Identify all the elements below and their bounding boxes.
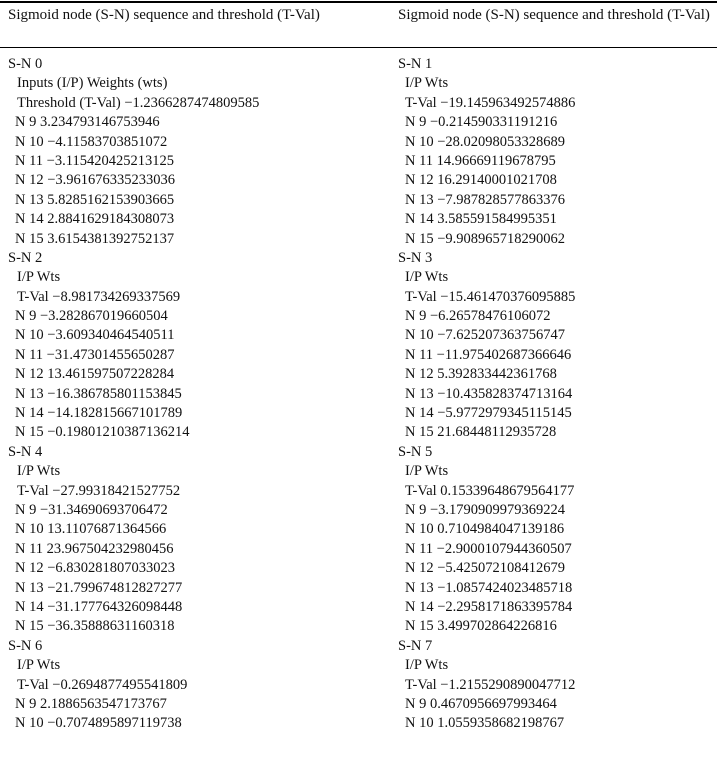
weight-n10: N 10 0.7104984047139186 [405, 521, 565, 538]
weight-n12: N 12 13.461597507228284 [15, 366, 175, 383]
weight-n12: N 12 −5.425072108412679 [405, 560, 566, 577]
weight-n12: N 12 16.29140001021708 [405, 172, 557, 189]
weight-n10: N 10 1.0559358682198767 [405, 715, 565, 732]
node-title: S-N 7 [398, 637, 433, 654]
inputs-weights-label: I/P Wts [405, 657, 449, 674]
weight-n10: N 10 −0.7074895897119738 [15, 715, 182, 732]
weight-n9: N 9 3.234793146753946 [15, 114, 160, 131]
node-title: S-N 6 [8, 637, 43, 654]
weight-n9: N 9 −3.282867019660504 [15, 308, 168, 325]
sigmoid-node-block-4 [8, 443, 259, 637]
weight-n15: N 15 3.499702864226816 [405, 618, 557, 635]
weight-n13: N 13 −16.386785801153845 [15, 385, 182, 402]
inputs-weights-label: I/P Wts [17, 657, 61, 674]
weight-n11: N 11 −11.975402687366646 [405, 346, 572, 363]
weight-n10: N 10 −7.625207363756747 [405, 327, 566, 344]
table-header-rule [0, 47, 717, 48]
weight-n13: N 13 −21.799674812827277 [15, 579, 183, 596]
weight-n14: N 14 2.8841629184308073 [15, 211, 175, 228]
weight-n9: N 9 −3.1790909979369224 [405, 501, 566, 518]
weight-n10: N 10 −4.11583703851072 [15, 133, 168, 150]
weight-n10: N 10 13.11076871364566 [15, 521, 167, 538]
sigmoid-node-block-2 [8, 249, 259, 443]
weight-n13: N 13 5.8285162153903665 [15, 191, 175, 208]
weight-n11: N 11 14.96669119678795 [405, 152, 556, 169]
right-column-header: Sigmoid node (S-N) sequence and threshold (T-Val) [398, 7, 710, 23]
weight-n9: N 9 −0.214590331191216 [405, 114, 558, 131]
weight-n9: N 9 −31.34690693706472 [15, 501, 168, 518]
sigmoid-node-block-3 [398, 249, 575, 443]
node-title: S-N 3 [398, 249, 433, 266]
node-title: S-N 1 [398, 56, 433, 72]
sigmoid-node-block-0 [8, 55, 259, 249]
node-title: S-N 2 [8, 249, 43, 266]
weight-n13: N 13 −7.987828577863376 [405, 191, 566, 208]
weight-n10: N 10 −28.02098053328689 [405, 133, 566, 150]
weight-n14: N 14 3.585591584995351 [405, 211, 557, 228]
weight-n9: N 9 0.4670956697993464 [405, 695, 557, 712]
weight-n13: N 13 −1.0857424023485718 [405, 579, 573, 596]
threshold-value: T-Val −1.2155290890047712 [405, 676, 576, 693]
weight-n13: N 13 −10.435828374713164 [405, 385, 573, 402]
weight-n15: N 15 −36.35888631160318 [15, 618, 175, 635]
node-title: S-N 5 [398, 443, 433, 460]
inputs-weights-label: I/P Wts [405, 75, 449, 92]
weight-n12: N 12 5.392833442361768 [405, 366, 557, 383]
threshold-value: T-Val −27.99318421527752 [17, 482, 181, 499]
weight-n11: N 11 −31.47301455650287 [15, 346, 175, 363]
threshold-value: Threshold (T-Val) −1.2366287474809585 [17, 94, 260, 111]
inputs-weights-label: I/P Wts [405, 463, 449, 480]
weight-n14: N 14 −5.9772979345115145 [405, 405, 572, 422]
node-title: S-N 4 [8, 443, 43, 460]
threshold-value: T-Val −0.2694877495541809 [17, 676, 188, 693]
threshold-value: T-Val −8.981734269337569 [17, 288, 181, 305]
sigmoid-node-block-7 [398, 637, 575, 734]
weight-n14: N 14 −2.2958171863395784 [405, 598, 573, 615]
right-column-body [398, 55, 575, 734]
inputs-weights-label: Inputs (I/P) Weights (wts) [17, 75, 168, 92]
sigmoid-node-block-1 [398, 55, 575, 249]
left-column-header: Sigmoid node (S-N) sequence and threshold (T-Val) [8, 7, 320, 23]
weight-n15: N 15 −9.908965718290062 [405, 230, 566, 247]
sigmoid-node-block-5 [398, 443, 575, 637]
weight-n15: N 15 3.6154381392752137 [15, 230, 175, 247]
weight-n11: N 11 23.967504232980456 [15, 540, 174, 557]
weight-n15: N 15 21.68448112935728 [405, 424, 557, 441]
inputs-weights-label: I/P Wts [405, 269, 449, 286]
weight-n9: N 9 −6.26578476106072 [405, 308, 551, 325]
threshold-value: T-Val −19.145963492574886 [405, 94, 576, 111]
weight-n11: N 11 −3.115420425213125 [15, 152, 174, 169]
table-top-rule [0, 1, 717, 3]
weight-n9: N 9 2.1886563547173767 [15, 695, 167, 712]
inputs-weights-label: I/P Wts [17, 463, 61, 480]
sigmoid-node-block-6 [8, 637, 259, 734]
weight-n14: N 14 −14.182815667101789 [15, 405, 183, 422]
weight-n10: N 10 −3.609340464540511 [15, 327, 175, 344]
threshold-value: T-Val −15.461470376095885 [405, 288, 576, 305]
weight-n12: N 12 −6.830281807033023 [15, 560, 176, 577]
weight-n15: N 15 −0.19801210387136214 [15, 424, 190, 441]
inputs-weights-label: I/P Wts [17, 269, 61, 286]
weight-n11: N 11 −2.9000107944360507 [405, 540, 572, 557]
node-title: S-N 0 [8, 56, 43, 72]
threshold-value: T-Val 0.15339648679564177 [405, 482, 575, 499]
weight-n14: N 14 −31.177764326098448 [15, 598, 183, 615]
left-column-body [8, 55, 259, 734]
weight-n12: N 12 −3.961676335233036 [15, 172, 176, 189]
